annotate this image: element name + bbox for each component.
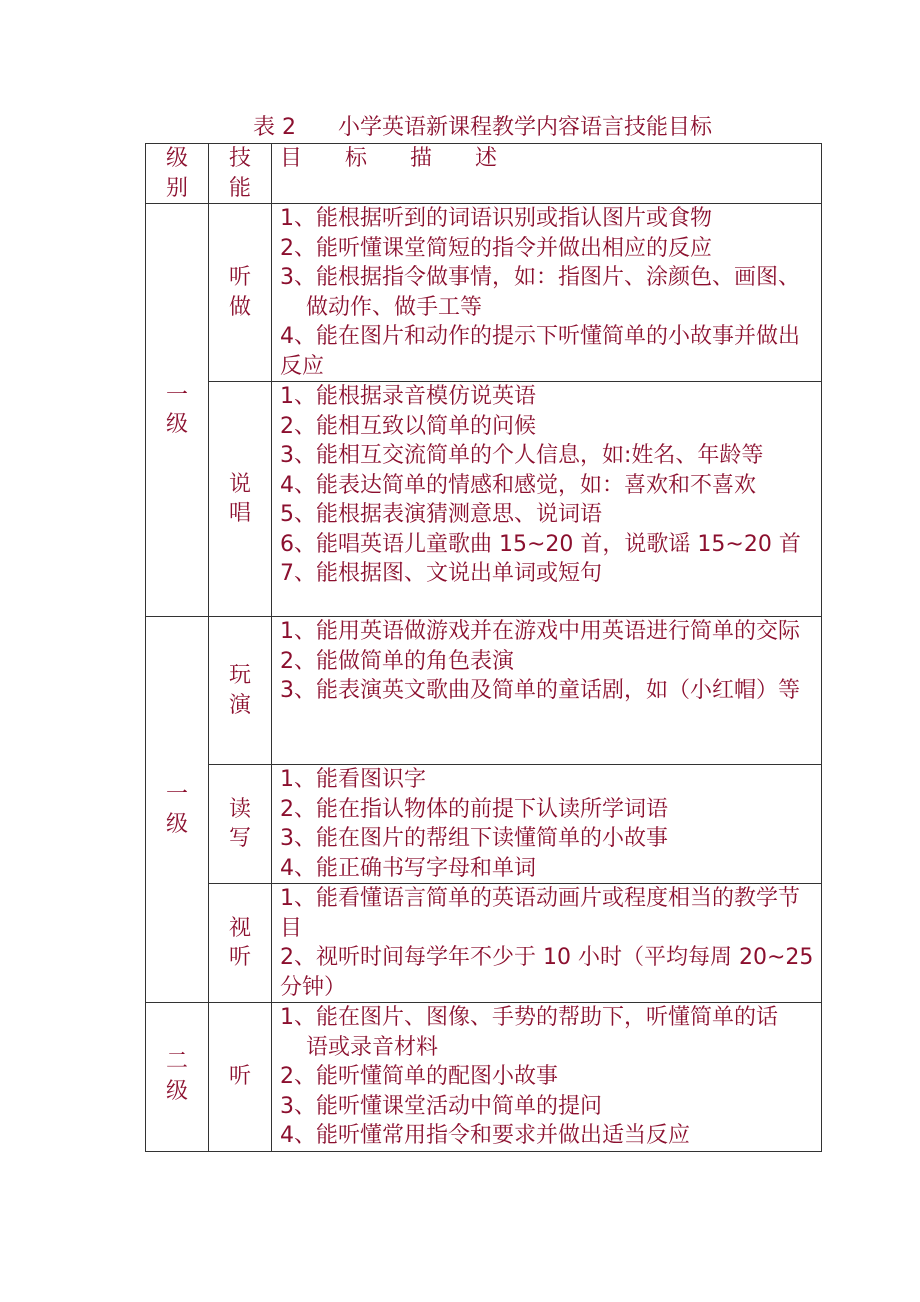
skill-label: 说唱 (228, 471, 251, 526)
level-label: 一级 (165, 382, 188, 437)
table-row (146, 765, 822, 884)
desc-line: 3、能根据指令做事情，如：指图片、涂颜色、画图、 (280, 265, 800, 290)
desc-line: 7、能根据图、文说出单词或短句 (280, 561, 602, 586)
desc-line: 1、能在图片、图像、手势的帮助下，听懂简单的话 (280, 1005, 778, 1030)
desc-line: 4、能表达简单的情感和感觉，如：喜欢和不喜欢 (280, 472, 756, 498)
desc-line: 1、能看懂语言简单的英语动画片或程度相当的教学节目 (280, 886, 800, 941)
desc-line: 1、能根据录音模仿说英语 (280, 384, 536, 409)
desc-line: 2、能听懂简单的配图小故事 (280, 1064, 558, 1089)
desc-line: 4、能在图片和动作的提示下听懂简单的小故事并做出反应 (280, 324, 800, 379)
header-desc: 目 标 描 述 (280, 146, 515, 171)
desc-line: 3、能在图片的帮组下读懂简单的小故事 (280, 826, 668, 851)
desc-line: 3、能表演英文歌曲及简单的童话剧，如（小红帽）等 (280, 678, 800, 703)
table-header-row (146, 144, 822, 204)
level-label: 二级 (165, 1049, 188, 1104)
desc-line: 2、能在指认物体的前提下认读所学词语 (280, 796, 668, 822)
header-desc-cell (272, 144, 822, 204)
skill-cell (209, 884, 272, 1003)
level-cell (146, 617, 209, 1003)
desc-line: 做动作、做手工等 (306, 294, 483, 320)
desc-cell (272, 204, 822, 382)
table-caption: 表 2 小学英语新课程教学内容语言技能目标 (253, 115, 712, 140)
skills-table (145, 143, 822, 1152)
desc-line: 4、能听懂常用指令和要求并做出适当反应 (280, 1123, 690, 1148)
header-skill: 技能 (228, 146, 251, 201)
skill-label: 听 (228, 1064, 251, 1089)
header-level: 级别 (165, 146, 188, 201)
table-row (146, 884, 822, 1003)
skill-label: 视听 (228, 915, 251, 970)
desc-line: 3、能听懂课堂活动中简单的提问 (280, 1093, 602, 1119)
table-row (146, 204, 822, 382)
skill-cell (209, 1003, 272, 1152)
skill-label: 玩演 (228, 663, 251, 718)
skill-label: 读写 (228, 796, 251, 851)
desc-cell (272, 382, 822, 617)
skill-cell (209, 765, 272, 884)
desc-cell (272, 884, 822, 1003)
header-skill-cell (209, 144, 272, 204)
desc-line: 5、能根据表演猜测意思、说词语 (280, 502, 602, 527)
table-row (146, 1003, 822, 1152)
desc-line: 1、能根据听到的词语识别或指认图片或食物 (280, 206, 712, 231)
level-cell (146, 204, 209, 617)
skill-label: 听做 (228, 265, 251, 320)
level-cell (146, 1003, 209, 1152)
skill-cell (209, 617, 272, 765)
header-level-cell (146, 144, 209, 204)
skill-cell (209, 382, 272, 617)
desc-line: 3、能相互交流简单的个人信息，如:姓名、年龄等 (280, 443, 764, 468)
desc-cell (272, 765, 822, 884)
desc-line: 1、能用英语做游戏并在游戏中用英语进行简单的交际 (280, 619, 800, 644)
table-row (146, 617, 822, 765)
desc-cell (272, 617, 822, 765)
desc-line: 语或录音材料 (306, 1034, 439, 1060)
desc-line: 4、能正确书写字母和单词 (280, 855, 536, 881)
level-label: 一级 (165, 782, 188, 837)
skill-cell (209, 204, 272, 382)
desc-line: 1、能看图识字 (280, 767, 426, 792)
desc-line: 2、能做简单的角色表演 (280, 648, 514, 674)
desc-line: 2、能听懂课堂简短的指令并做出相应的反应 (280, 235, 712, 261)
desc-cell (272, 1003, 822, 1152)
table-row (146, 382, 822, 617)
desc-line: 2、能相互致以简单的问候 (280, 413, 536, 439)
desc-line: 2、视听时间每学年不少于 10 小时（平均每周 20~25 分钟） (280, 945, 814, 1000)
desc-line: 6、能唱英语儿童歌曲 15~20 首，说歌谣 15~20 首 (280, 531, 801, 557)
